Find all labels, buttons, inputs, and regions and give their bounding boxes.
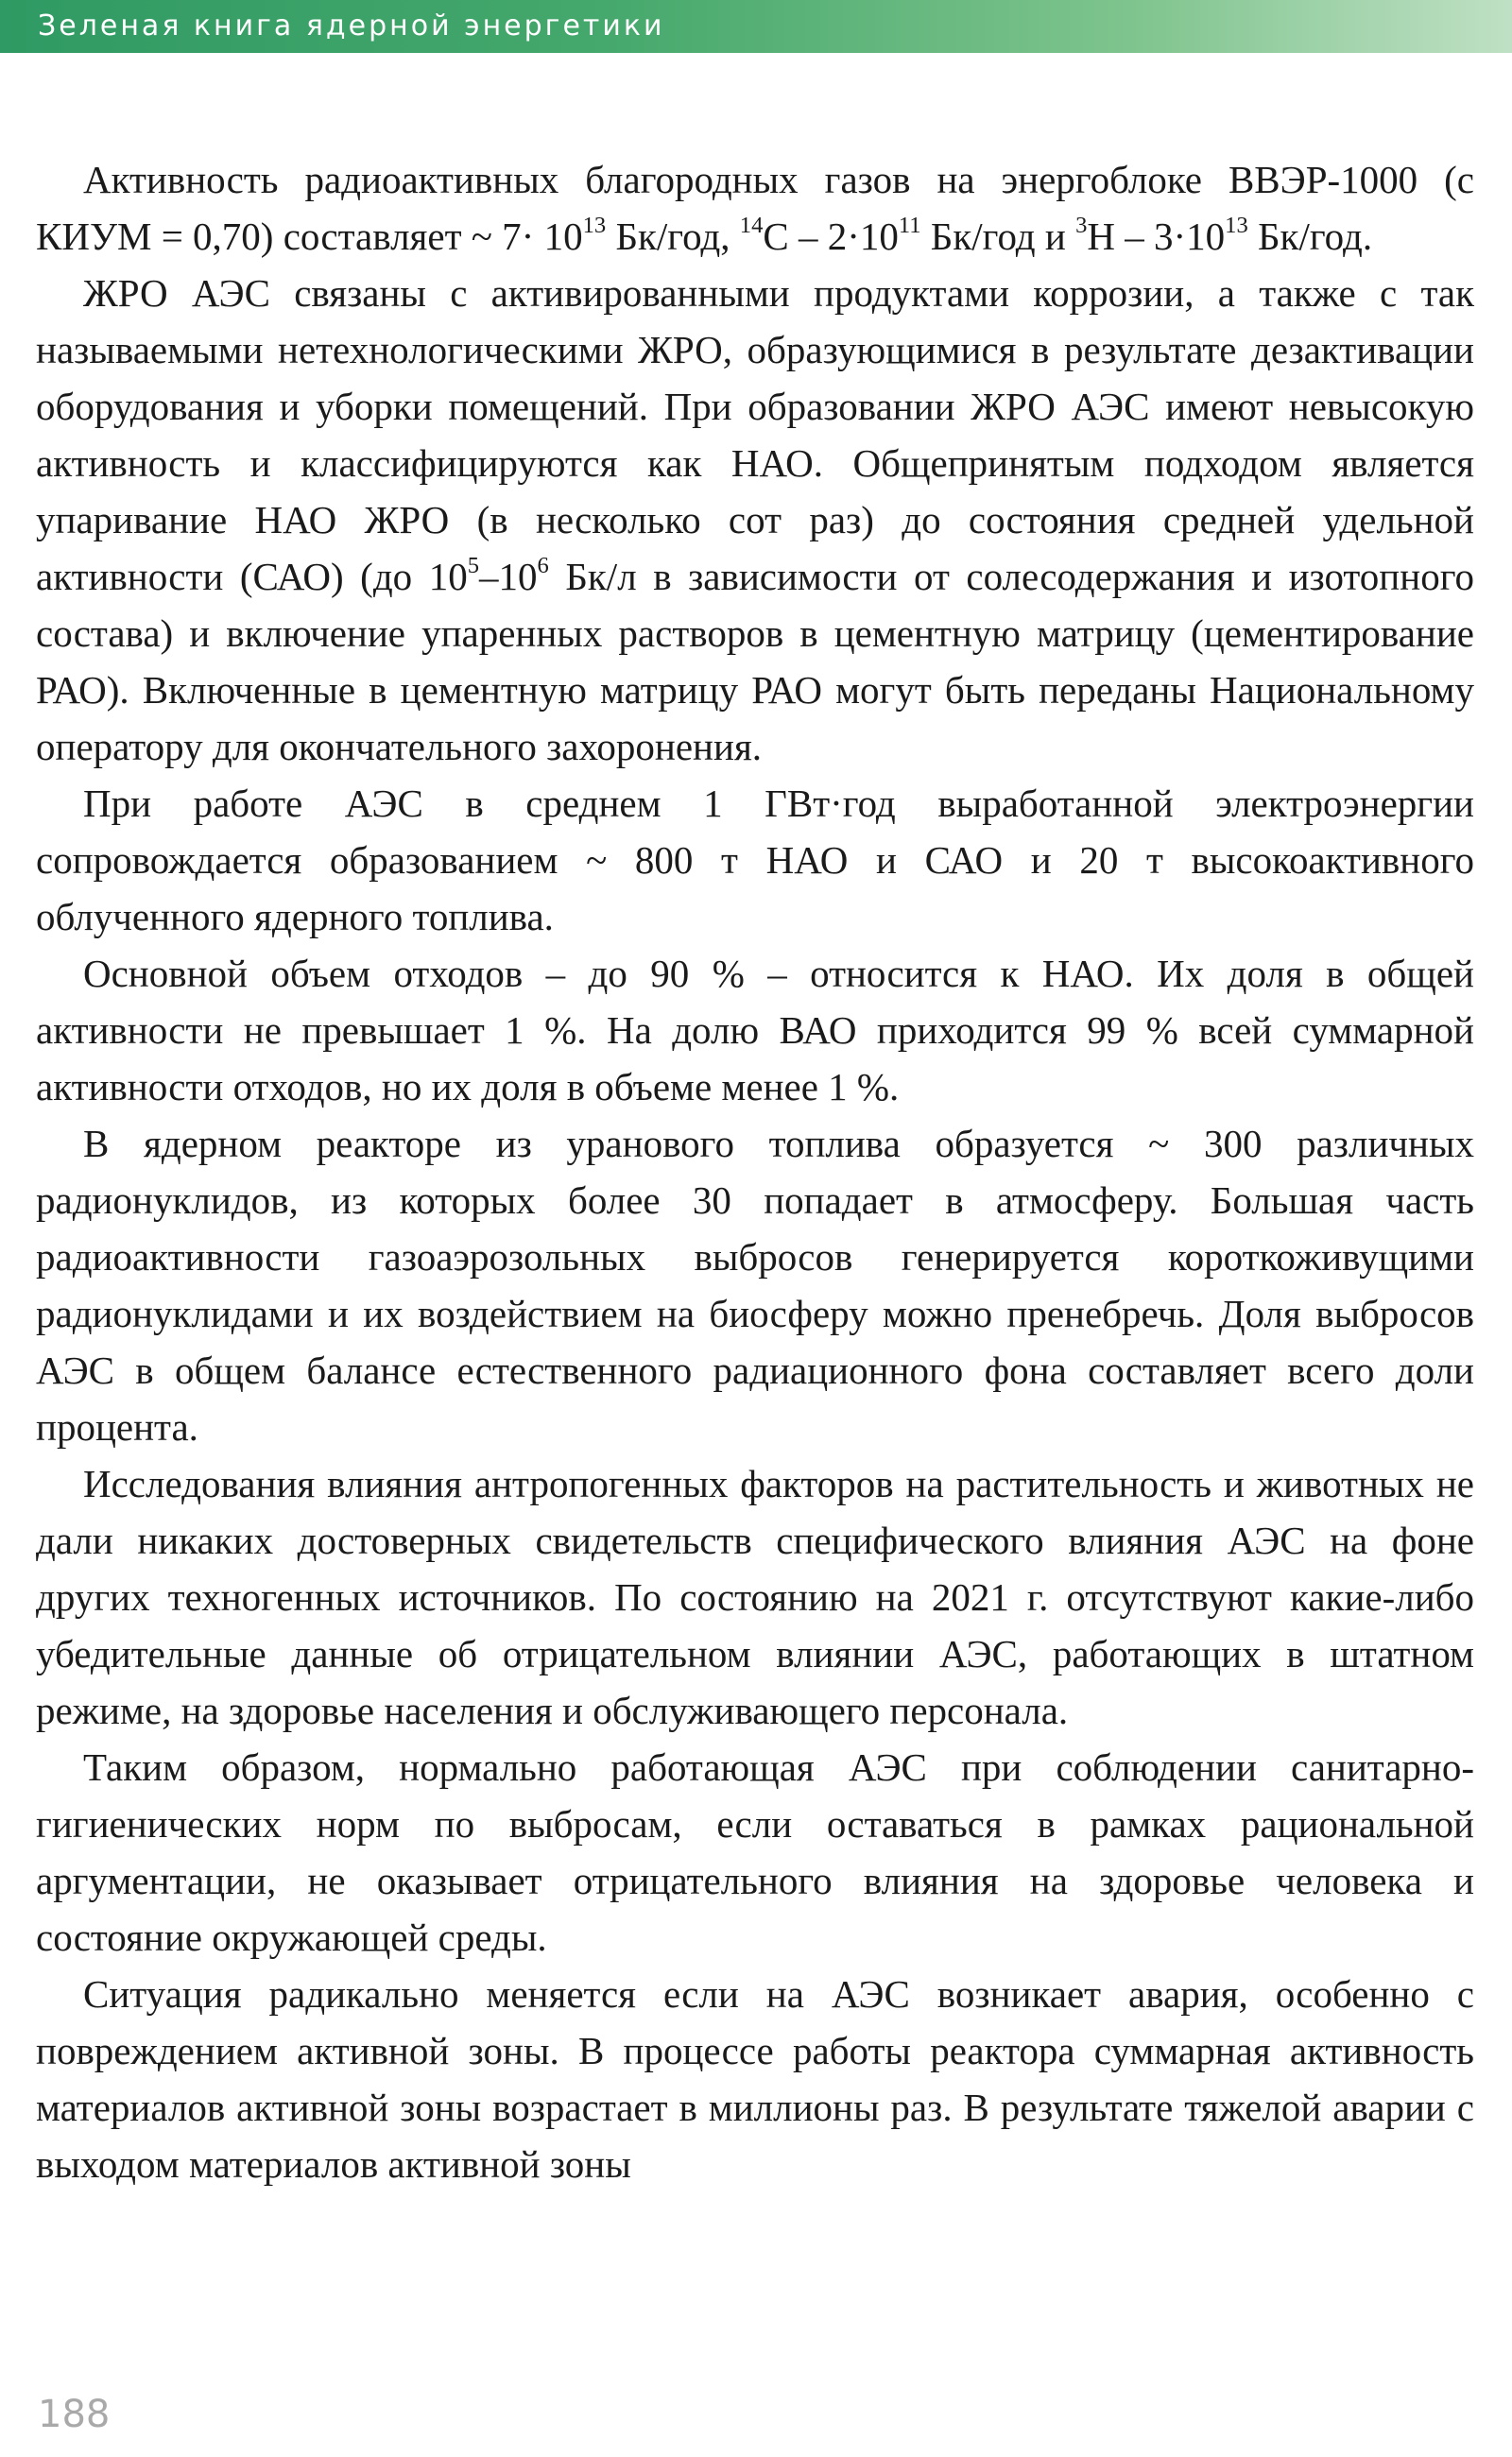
- paragraph-5: В ядерном реакторе из уранового топлива образуется ~ 300 различных радионуклидов, из которых более 30 попадает в атмосферу. Большая часть радиоактивности газоаэрозольных выбросов генерируется короткоживущими радионуклидами и их воздействием на биосферу можно пренебречь. Доля выбросов АЭС в общем балансе естественного радиационного фона составляет всего доли процента.: [36, 1122, 1474, 1449]
- page-number: 188: [38, 2393, 111, 2436]
- paragraph-3: При работе АЭС в среднем 1 ГВт·год выработанной электроэнергии сопровождается образованием ~ 800 т НАО и САО и 20 т высокоактивного облученного ядерного топлива.: [36, 782, 1474, 938]
- paragraph-8: Ситуация радикально меняется если на АЭС возникает авария, особенно с повреждением активной зоны. В процессе работы реактора суммарная активность материалов активной зоны возрастает в миллионы раз. В результате тяжелой аварии с выходом материалов активной зоны: [36, 1972, 1474, 2186]
- paragraph-1: Активность радиоактивных благородных газов на энергоблоке ВВЭР-1000 (с КИУМ = 0,70) составляет ~ $7\cdot 10^{13}$ Бк/год, $^{14}С - 2\cdot 10^{11}$ Бк/год и $^3Н - 3\cdot 10^{13}$ Бк/год.: [36, 158, 1474, 258]
- paragraph-6: Исследования влияния антропогенных факторов на растительность и животных не дали никаких достоверных свидетельств специфического влияния АЭС на фоне других техногенных источников. По состоянию на 2021 г. отсутствуют какие-либо убедительные данные об отрицательном влиянии АЭС, работающих в штатном режиме, на здоровье населения и обслуживающего персонала.: [36, 1462, 1474, 1732]
- paragraph-2: ЖРО АЭС связаны с активированными продуктами коррозии, а также с так называемыми нетехнологическими ЖРО, образующимися в результате дезактивации оборудования и уборки помещений. При образовании ЖРО АЭС имеют невысокую активность и классифицируются как НАО. Общепринятым подходом является упаривание НАО ЖРО (в несколько сот раз) до состояния средней удельной активности (САО) (до $10^5-10^6$ Бк/л в зависимости от солесодержания и изотопного состава) и включение упаренных растворов в цементную матрицу (цементирование РАО). Включенные в цементную матрицу РАО могут быть переданы Национальному оператору для окончательного захоронения.: [36, 271, 1474, 768]
- running-header-title: Зеленая книга ядерной энергетики: [38, 9, 665, 43]
- header-bar: [0, 0, 1512, 53]
- paragraph-7: Таким образом, нормально работающая АЭС при соблюдении санитарно-гигиенических норм по выбросам, если оставаться в рамках рациональной аргументации, не оказывает отрицательного влияния на здоровье человека и состояние окружающей среды.: [36, 1745, 1474, 1959]
- paragraph-4: Основной объем отходов – до 90 % – относится к НАО. Их доля в общей активности не превышает 1 %. На долю ВАО приходится 99 % всей суммарной активности отходов, но их доля в объеме менее 1 %.: [36, 952, 1474, 1108]
- page-body: [36, 151, 1474, 2192]
